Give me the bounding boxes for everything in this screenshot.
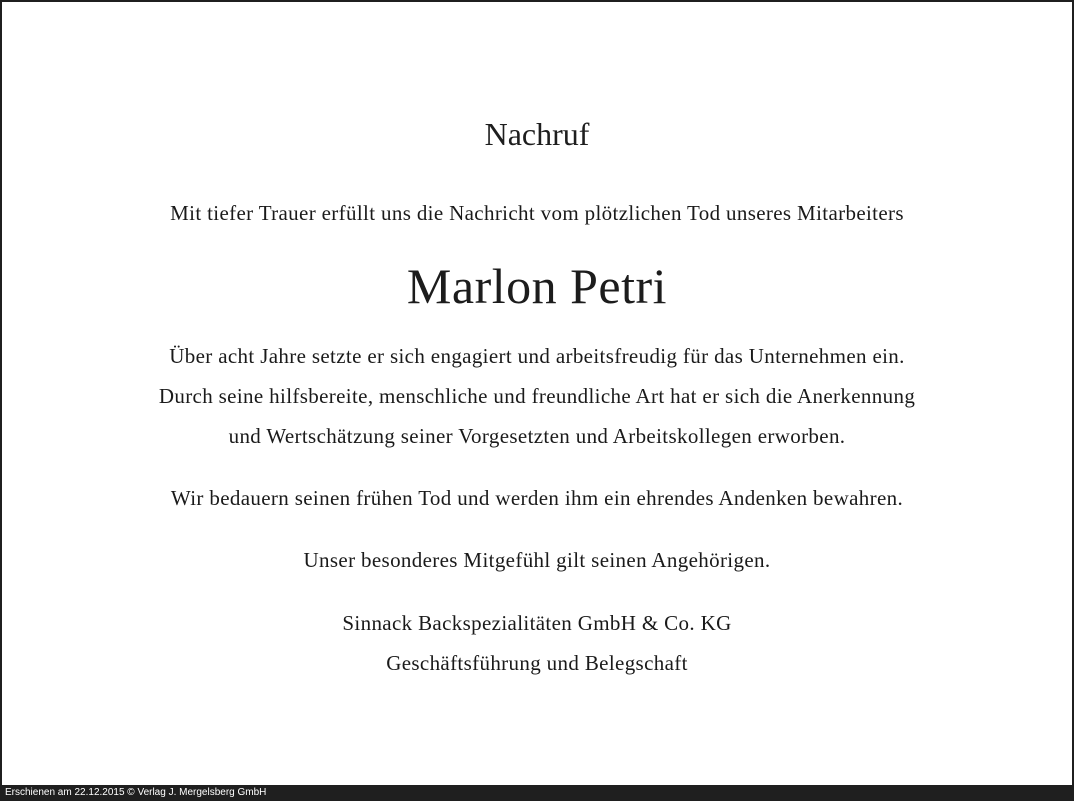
publication-footer: Erschienen am 22.12.2015 © Verlag J. Mergelsberg GmbH [0, 785, 1074, 801]
service-paragraph [4, 336, 1070, 456]
service-line: Über acht Jahre setzte er sich engagiert und arbeitsfreudig für das Unternehmen ein. [169, 344, 905, 368]
company-name: Sinnack Backspezialitäten GmbH & Co. KG [342, 611, 732, 635]
notice-intro: Mit tiefer Trauer erfüllt uns die Nachricht vom plötzlichen Tod unseres Mitarbeiters [170, 201, 904, 225]
condolence-paragraph: Unser besonderes Mitgefühl gilt seinen Angehörigen. [303, 548, 771, 572]
remembrance-paragraph: Wir bedauern seinen frühen Tod und werden ihm ein ehrendes Andenken bewahren. [170, 486, 904, 510]
service-line: Durch seine hilfsbereite, menschliche und freundliche Art hat er sich die Anerkennung [158, 384, 916, 408]
signatory-group: Geschäftsführung und Belegschaft [386, 651, 688, 675]
deceased-name: Marlon Petri [406, 258, 668, 314]
service-line: und Wertschätzung seiner Vorgesetzten und Arbeitskollegen erworben. [228, 424, 846, 448]
signature-block [4, 603, 1070, 683]
notice-title: Nachruf [484, 116, 590, 152]
